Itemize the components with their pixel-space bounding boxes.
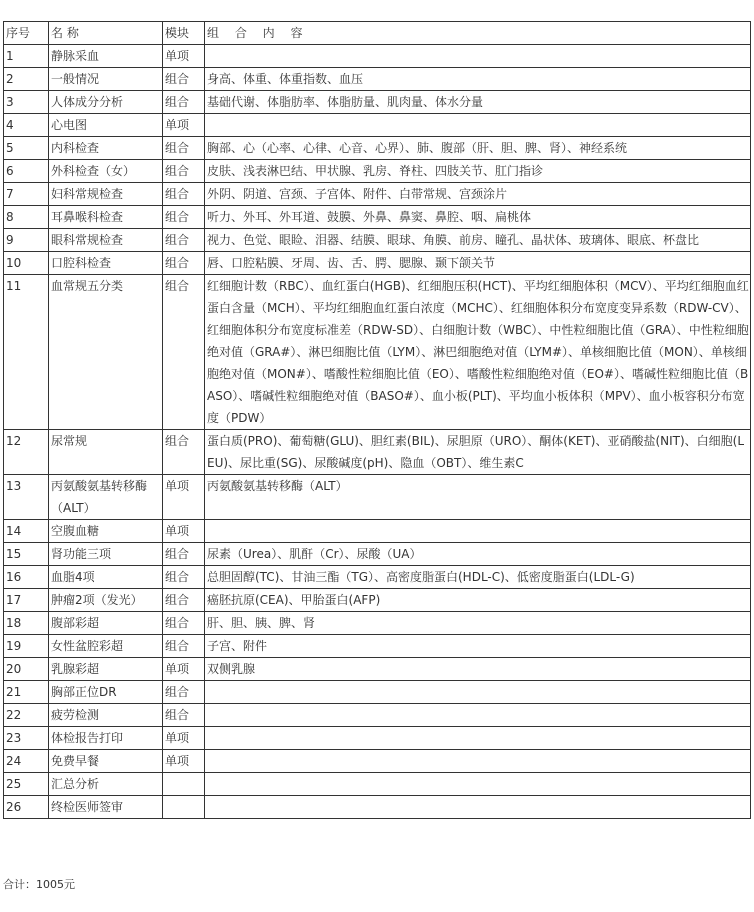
row-name: 丙氨酸氨基转移酶（ALT） <box>49 475 163 520</box>
row-index: 19 <box>4 635 49 658</box>
row-module: 组合 <box>163 589 205 612</box>
table-row <box>4 475 751 520</box>
table-row <box>4 137 751 160</box>
row-index: 1 <box>4 45 49 68</box>
row-content <box>205 520 751 543</box>
table-row <box>4 796 751 819</box>
row-name: 疲劳检测 <box>49 704 163 727</box>
row-index: 2 <box>4 68 49 91</box>
row-index: 23 <box>4 727 49 750</box>
row-index: 6 <box>4 160 49 183</box>
row-module: 组合 <box>163 137 205 160</box>
row-name: 血常规五分类 <box>49 275 163 430</box>
checkup-package-table-wrapper <box>3 21 750 819</box>
table-row <box>4 68 751 91</box>
table-row <box>4 206 751 229</box>
row-module: 组合 <box>163 430 205 475</box>
table-row <box>4 773 751 796</box>
row-index: 26 <box>4 796 49 819</box>
row-index: 4 <box>4 114 49 137</box>
row-index: 15 <box>4 543 49 566</box>
row-content: 唇、口腔粘膜、牙周、齿、舌、腭、腮腺、颞下颌关节 <box>205 252 751 275</box>
row-content <box>205 796 751 819</box>
row-name: 体检报告打印 <box>49 727 163 750</box>
row-content: 胸部、心（心率、心律、心音、心界）、肺、腹部（肝、胆、脾、肾）、神经系统 <box>205 137 751 160</box>
row-name: 空腹血糖 <box>49 520 163 543</box>
row-name: 内科检查 <box>49 137 163 160</box>
row-module: 组合 <box>163 252 205 275</box>
row-content: 视力、色觉、眼睑、泪器、结膜、眼球、角膜、前房、瞳孔、晶状体、玻璃体、眼底、杯盘比 <box>205 229 751 252</box>
row-module: 组合 <box>163 206 205 229</box>
table-body <box>4 45 751 819</box>
row-name: 免费早餐 <box>49 750 163 773</box>
row-content: 基础代谢、体脂肪率、体脂肪量、肌肉量、体水分量 <box>205 91 751 114</box>
row-module: 单项 <box>163 114 205 137</box>
row-module: 组合 <box>163 612 205 635</box>
row-name: 肿瘤2项（发光） <box>49 589 163 612</box>
table-row <box>4 566 751 589</box>
row-content: 肝、胆、胰、脾、肾 <box>205 612 751 635</box>
row-module: 组合 <box>163 68 205 91</box>
row-index: 13 <box>4 475 49 520</box>
row-index: 14 <box>4 520 49 543</box>
row-module: 组合 <box>163 229 205 252</box>
row-module: 组合 <box>163 635 205 658</box>
checkup-package-table <box>3 21 751 819</box>
row-content: 双侧乳腺 <box>205 658 751 681</box>
row-content: 皮肤、浅表淋巴结、甲状腺、乳房、脊柱、四肢关节、肛门指诊 <box>205 160 751 183</box>
row-content: 尿素（Urea）、肌酐（Cr）、尿酸（UA） <box>205 543 751 566</box>
row-index: 10 <box>4 252 49 275</box>
row-content <box>205 45 751 68</box>
table-header-row <box>4 22 751 45</box>
table-row <box>4 589 751 612</box>
row-content <box>205 114 751 137</box>
row-content <box>205 727 751 750</box>
row-name: 汇总分析 <box>49 773 163 796</box>
table-row <box>4 183 751 206</box>
row-name: 胸部正位DR <box>49 681 163 704</box>
row-module: 组合 <box>163 275 205 430</box>
header-name: 名 称 <box>49 22 163 45</box>
row-name: 眼科常规检查 <box>49 229 163 252</box>
table-row <box>4 229 751 252</box>
header-index: 序号 <box>4 22 49 45</box>
row-index: 17 <box>4 589 49 612</box>
row-module: 组合 <box>163 681 205 704</box>
table-row <box>4 681 751 704</box>
row-content: 子宫、附件 <box>205 635 751 658</box>
table-row <box>4 275 751 430</box>
row-module <box>163 773 205 796</box>
row-index: 12 <box>4 430 49 475</box>
row-index: 21 <box>4 681 49 704</box>
row-index: 8 <box>4 206 49 229</box>
header-content: 组 合 内 容 <box>205 22 751 45</box>
row-module: 组合 <box>163 543 205 566</box>
row-content: 总胆固醇(TC)、甘油三酯（TG）、高密度脂蛋白(HDL-C)、低密度脂蛋白(LDL-G) <box>205 566 751 589</box>
row-module: 单项 <box>163 475 205 520</box>
row-name: 人体成分分析 <box>49 91 163 114</box>
header-module: 模块 <box>163 22 205 45</box>
row-index: 7 <box>4 183 49 206</box>
row-content: 身高、体重、体重指数、血压 <box>205 68 751 91</box>
row-name: 女性盆腔彩超 <box>49 635 163 658</box>
table-row <box>4 45 751 68</box>
row-content: 丙氨酸氨基转移酶（ALT） <box>205 475 751 520</box>
row-index: 16 <box>4 566 49 589</box>
row-content: 红细胞计数（RBC）、血红蛋白(HGB)、红细胞压积(HCT)、平均红细胞体积（MCV）、平均红细胞血红蛋白含量（MCH）、平均红细胞血红蛋白浓度（MCHC）、红细胞体积分布宽度变异系数（RDW-CV）、红细胞体积分布宽度标准差（RDW-SD）、白细胞计数（WBC）、中性粒细胞比值（GRA）、中性粒细胞绝对值（GRA#）、淋巴细胞比值（LYM）、淋巴细胞绝对值（LYM#）、单核细胞比值（MON）、单核细胞绝对值（MON#）、嗜酸性粒细胞比值（EO）、嗜酸性粒细胞绝对值（EO#）、嗜碱性粒细胞比值（BASO）、嗜碱性粒细胞绝对值（BASO#）、血小板(PLT)、平均血小板体积（MPV）、血小板容积分布宽度（PDW） <box>205 275 751 430</box>
row-index: 11 <box>4 275 49 430</box>
row-name: 血脂4项 <box>49 566 163 589</box>
row-content <box>205 750 751 773</box>
row-module: 组合 <box>163 566 205 589</box>
row-content <box>205 681 751 704</box>
row-index: 9 <box>4 229 49 252</box>
table-row <box>4 430 751 475</box>
table-row <box>4 114 751 137</box>
row-name: 妇科常规检查 <box>49 183 163 206</box>
row-index: 3 <box>4 91 49 114</box>
row-content: 外阴、阴道、宫颈、子宫体、附件、白带常规、宫颈涂片 <box>205 183 751 206</box>
table-row <box>4 635 751 658</box>
table-row <box>4 704 751 727</box>
table-row <box>4 612 751 635</box>
row-index: 5 <box>4 137 49 160</box>
row-content <box>205 773 751 796</box>
row-module: 单项 <box>163 45 205 68</box>
row-module: 组合 <box>163 160 205 183</box>
row-module: 单项 <box>163 520 205 543</box>
table-row <box>4 543 751 566</box>
row-content: 癌胚抗原(CEA)、甲胎蛋白(AFP) <box>205 589 751 612</box>
table-row <box>4 750 751 773</box>
row-name: 终检医师签审 <box>49 796 163 819</box>
row-module: 单项 <box>163 658 205 681</box>
row-index: 24 <box>4 750 49 773</box>
row-name: 耳鼻喉科检查 <box>49 206 163 229</box>
table-row <box>4 91 751 114</box>
row-index: 20 <box>4 658 49 681</box>
row-name: 口腔科检查 <box>49 252 163 275</box>
row-name: 尿常规 <box>49 430 163 475</box>
row-content: 蛋白质(PRO)、葡萄糖(GLU)、胆红素(BIL)、尿胆原（URO）、酮体(KET)、亚硝酸盐(NIT)、白细胞(LEU)、尿比重(SG)、尿酸碱度(pH)、隐血（OBT）、维生素C <box>205 430 751 475</box>
row-module: 单项 <box>163 750 205 773</box>
table-row <box>4 160 751 183</box>
row-index: 18 <box>4 612 49 635</box>
table-row <box>4 727 751 750</box>
row-name: 心电图 <box>49 114 163 137</box>
table-row <box>4 252 751 275</box>
row-name: 肾功能三项 <box>49 543 163 566</box>
row-module: 组合 <box>163 704 205 727</box>
row-name: 外科检查（女） <box>49 160 163 183</box>
table-row <box>4 520 751 543</box>
row-name: 腹部彩超 <box>49 612 163 635</box>
row-content <box>205 704 751 727</box>
row-name: 乳腺彩超 <box>49 658 163 681</box>
row-content: 听力、外耳、外耳道、鼓膜、外鼻、鼻窦、鼻腔、咽、扁桃体 <box>205 206 751 229</box>
row-module: 组合 <box>163 183 205 206</box>
row-index: 25 <box>4 773 49 796</box>
row-name: 静脉采血 <box>49 45 163 68</box>
row-name: 一般情况 <box>49 68 163 91</box>
table-row <box>4 658 751 681</box>
row-module <box>163 796 205 819</box>
row-module: 组合 <box>163 91 205 114</box>
row-module: 单项 <box>163 727 205 750</box>
row-index: 22 <box>4 704 49 727</box>
total-price: 合计：1005元 <box>3 878 75 891</box>
